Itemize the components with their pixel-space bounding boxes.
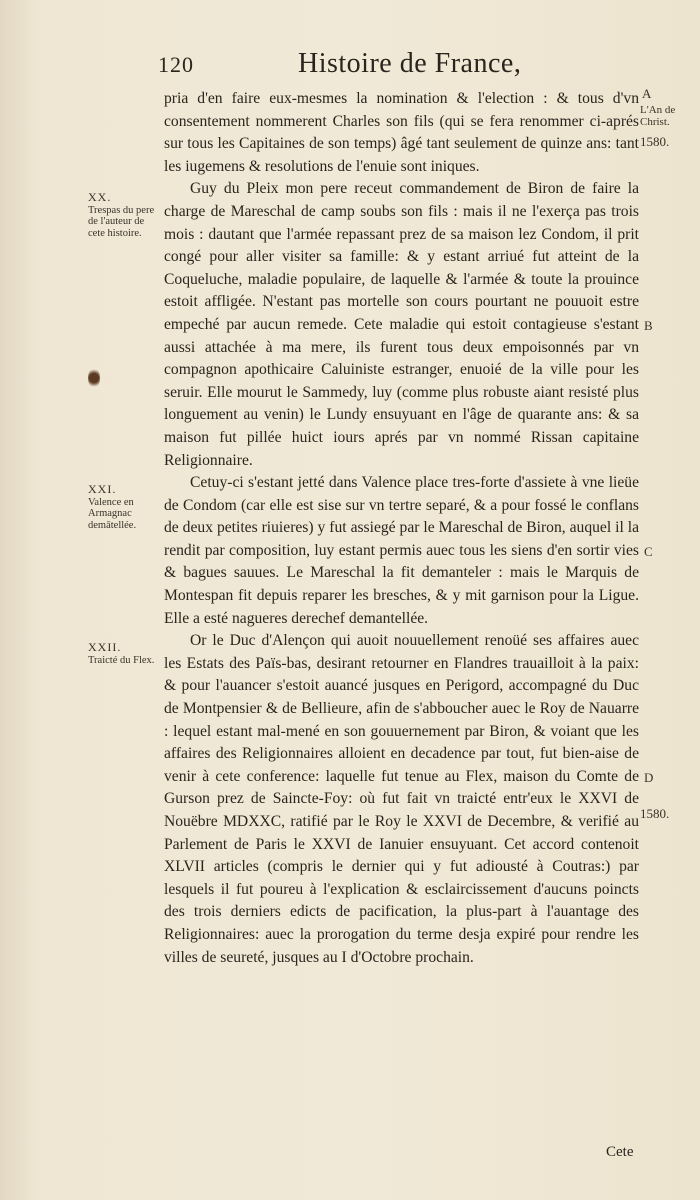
margin-note-xxii-number: XXII. (88, 640, 122, 654)
paragraph: Guy du Pleix mon pere receut commandement de Biron de faire la charge de Mareschal de camp soubs son fils : mais il ne l'exerça pas trois mois : dautant que l'armée repassant prez de sa maison lez Condom, il prit congé pour aller visiter sa famille: & y estant arriué fut atteint de la Coqueluche, maladie populaire, de laquelle & l'armée & toute la prouince estoit affligée. N'estant pas mortelle son cours pourtant ne pouuoit estre empeché par aucun remede. Cete maladie qui estoit contagieuse s'estant aussi attachée à ma mere, ils furent tous deux empoisonnés par vn compagnon apothicaire Caluiniste estranger, enuoié de la ville pour les seruir. Elle mourut le Sammedy, luy (comme plus robuste aiant resisté plus longuement au venin) le Lundy ensuyuant en l'âge de quarante ans: & sa maison fut pillée huict iours aprés par vn nommé Rissan capitaine Religionnaire. (164, 180, 639, 469)
margin-note-xx-number: XX. (88, 190, 112, 204)
margin-year-bottom: 1580. (640, 806, 670, 821)
body-text (164, 88, 639, 969)
margin-note-xx-text: Trespas du pere de l'auteur de cete histoire. (88, 204, 155, 239)
margin-note-xxi-number: XXI. (88, 482, 117, 496)
margin-note-xx (88, 192, 162, 239)
margin-year-label: L'An de Christ. (640, 104, 676, 128)
margin-note-xxi-text: Valence en Armagnac demātellée. (88, 496, 137, 531)
ink-stain (88, 368, 100, 388)
page-header (158, 48, 528, 82)
margin-letter-b: B (644, 318, 653, 333)
margin-note-xxi (88, 484, 162, 531)
paragraph: pria d'en faire eux-mesmes la nomination & l'election : & tous d'vn consentement nommerent Charles son fils (qui se fera renommer ci-aprés sur tous les Capitaines de son temps) âgé tant seulement de quinze ans: tant les iugemens & resolutions de l'enuie sont iniques. (164, 90, 639, 175)
page-number: 120 (158, 52, 194, 77)
margin-letter-d: D (644, 770, 654, 785)
margin-letter-c: C (644, 544, 653, 559)
running-title: Histoire de France, (298, 48, 522, 79)
catchword: Cete (606, 1144, 634, 1160)
margin-note-xxii-text: Traicté du Flex. (88, 654, 155, 666)
margin-note-xxii (88, 642, 162, 666)
margin-year-top: 1580. (640, 134, 670, 149)
paragraph: Or le Duc d'Alençon qui auoit nouuellement renoüé ses affaires auec les Estats des Païs-bas, desirant retourner en Flandres trauailloit à la paix: & pour l'auancer s'estoit auancé jusques en Perigord, accompagné du Duc de Montpensier & de Bellieure, afin de s'abboucher auec le Roy de Nauarre : lequel estant mal-mené en son gouuernement par Biron, & voiant que les affaires des Religionnaires alloient en decadence par tout, fut bien-aise de venir à cete conference: laquelle fut tenue au Flex, maison du Comte de Gurson prez de Saincte-Foy: où fut fait vn traicté entr'eux le XXVI de Nouëbre MDXXC, ratifié par le Roy le XXVI de Decembre, & verifié au Parlement de Paris le XXVI de Ianuier ensuyuant. Cet accord contenoit XLVII articles (compris le dernier qui y fut adiousté à Coutras:) par lesquels il fut poureu à l'explication & esclaircissement d'aucuns poincts des trois derniers edicts de pacification, la plus-part à l'auantage des Religionnaires: auec la prorogation du terme desja expiré pour rendre les villes de seureté, jusques au I d'Octobre prochain. (164, 632, 639, 966)
paragraph: Cetuy-ci s'estant jetté dans Valence place tres-forte d'assiete à vne lieüe de Condom (car elle est sise sur vn tertre separé, & a pour fossé le conflans de deux petites riuieres) y fut assiegé par le Mareschal de Biron, auquel il la rendit par composition, luy estant permis auec tous les siens d'en sortir vies & bagues sauues. Le Mareschal la fit demanteler : mais le Marquis de Montespan fit depuis reparer les bresches, & y mit garnison pour la Ligue. Elle a esté nagueres derechef demantellée. (164, 474, 639, 627)
margin-letter-a: A (642, 86, 652, 101)
